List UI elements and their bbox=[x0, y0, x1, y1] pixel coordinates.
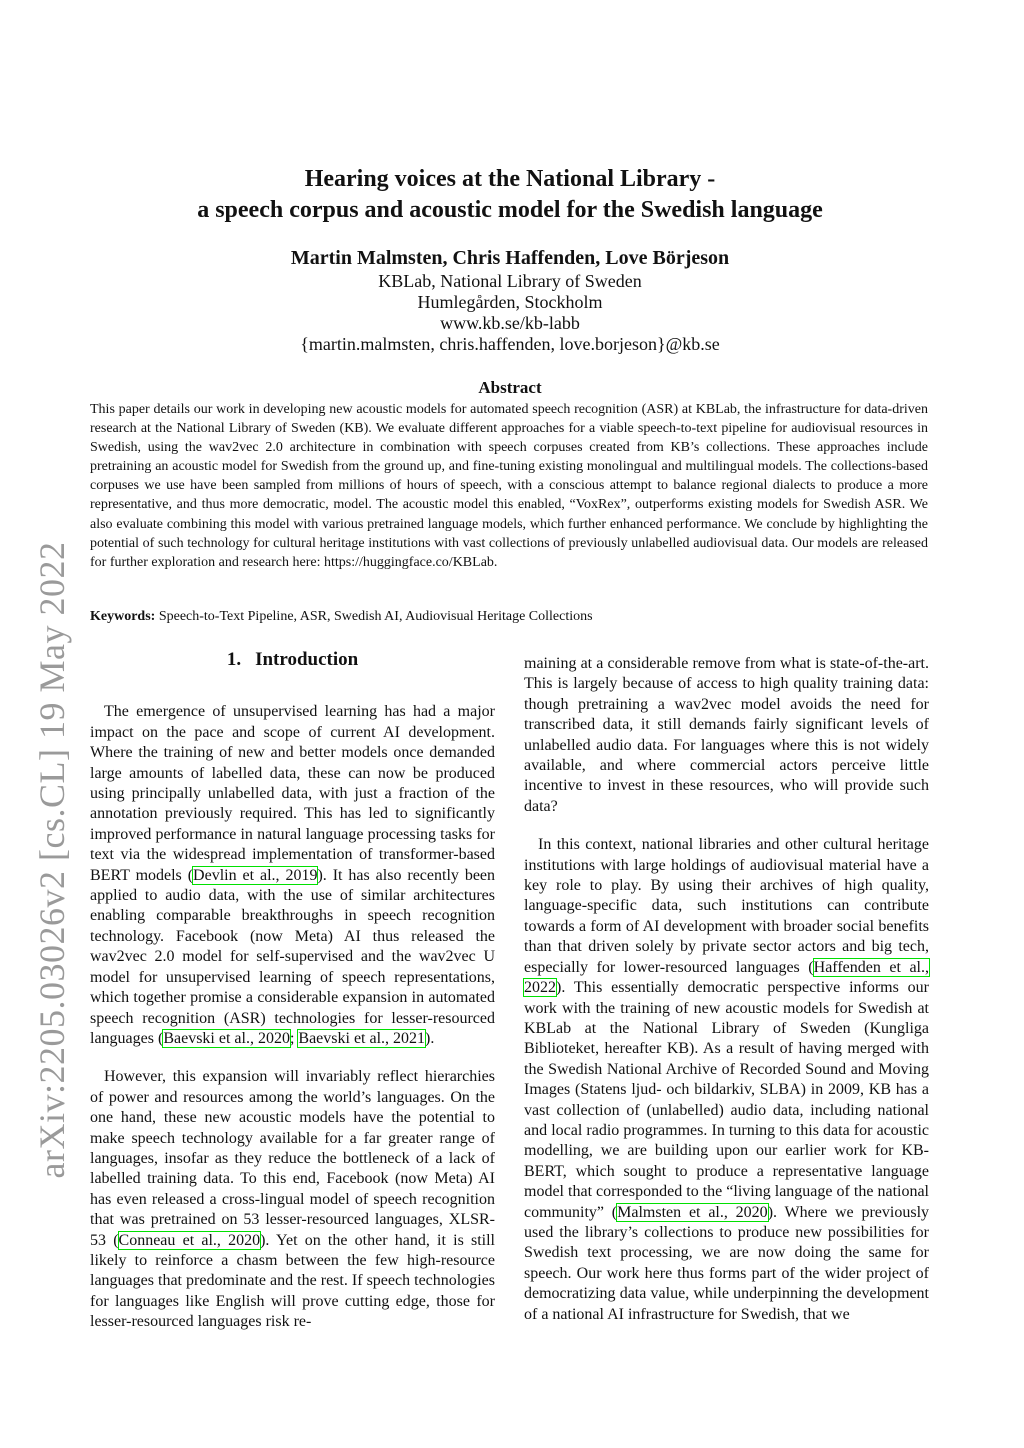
keywords-label: Keywords: bbox=[90, 609, 156, 624]
intro-paragraph-2-continued: maining at a considerable remove from what is state-of-the-art. This is largely because of access to high quality training data: though pretraining a wav2vec model avoids the need for transcribed data, it still demands fairly significant levels of unlabelled audio data. For languages where this is not widely available, and where commercial actors perceive little incentive to invest in these resources, who will provide such data? bbox=[524, 655, 929, 815]
right-column bbox=[524, 654, 929, 1343]
paragraph-text: ). It has also recently been applied to audio data, with the use of similar architectures enabling comparable breakthroughs in speech recognition technology. Facebook (now Meta) AI thus released the wav2vec 2.0 model for self-supervised and the wav2vec U model for unsupervised learning of speech representations, which together promise a considerable expansion in automated speech recognition (ASR) technologies for lesser-resourced languages ( bbox=[90, 866, 496, 1047]
keywords-line bbox=[90, 607, 928, 626]
intro-paragraph-3 bbox=[524, 835, 929, 1325]
author-website: www.kb.se/kb-labb bbox=[440, 313, 580, 333]
section-title: Introduction bbox=[255, 649, 359, 670]
intro-paragraph-1 bbox=[90, 702, 495, 1049]
author-address: Humlegården, Stockholm bbox=[417, 292, 603, 312]
section-heading-introduction bbox=[90, 650, 495, 670]
keywords-text: Speech-to-Text Pipeline, ASR, Swedish AI, Audiovisual Heritage Collections bbox=[158, 609, 593, 624]
left-column bbox=[90, 650, 495, 1351]
section-number: 1. bbox=[226, 649, 242, 670]
citation-link-malmsten[interactable]: Malmsten et al., 2020 bbox=[617, 1203, 768, 1221]
paragraph-text: ). Yet on the other hand, it is still likely to reinforce a chasm between the few high-resource languages that predominate and the rest. If speech technologies for languages like English will prove cutting edge, those for lesser-resourced languages risk re- bbox=[90, 1231, 496, 1331]
paragraph-text: In this context, national libraries and other cultural heritage institutions with large holdings of audiovisual material have a key role to play. By using their archives of high quality, language-specific data, such institutions can contribute towards a form of AI development with broader social benefits than that driven solely by private sector actors and big tech, especially for lower-resourced languages ( bbox=[524, 836, 929, 976]
paper-title bbox=[90, 164, 930, 226]
abstract-heading: Abstract bbox=[478, 378, 542, 397]
citation-link-haffenden[interactable]: Haffenden et al., 2022 bbox=[524, 958, 929, 997]
author-emails: {martin.malmsten, chris.haffenden, love.borjeson}@kb.se bbox=[300, 334, 720, 354]
abstract-text: This paper details our work in developing new acoustic models for automated speech recognition (ASR) at KBLab, the infrastructure for data-driven research at the National Library of Sweden (KB). We evaluate different approaches for a viable speech-to-text pipeline for audiovisual resources in Swedish, using the wav2vec 2.0 architecture in combination with speech corpuses created from KB’s collections. These approaches include pretraining an acoustic model for Swedish from the ground up, and fine-tuning existing monolingual and multilingual models. The collections-based corpuses we use have been sampled from millions of hours of speech, with a conscious attempt to balance regional dialects to produce a more representative, and thus more democratic, model. The acoustic model this enabled, “VoxRex”, outperforms existing models for Swedish ASR. We also evaluate combining this model with various pretrained language models, which further enhanced performance. We conclude by highlighting the potential of such technology for cultural heritage institutions with vast collections of previously unlabelled audiovisual data. Our models are released for further exploration and research here: https://huggingface.co/KBLab. bbox=[90, 402, 928, 570]
citation-separator: ; bbox=[289, 1029, 299, 1047]
author-block bbox=[90, 245, 930, 355]
paragraph-text: ). This essentially democratic perspective informs our work with the training of new acoustic models for Swedish at KBLab at the National Library of Sweden (Kungliga Biblioteket, hereafter KB). As a result of having merged with the Swedish National Archive of Recorded Sound and Moving Images (Statens ljud- och bildarkiv, SLBA) in 2009, KB has a vast collection of (unlabelled) audio data, including national and local radio programmes. In turning to this data for acoustic modelling, we are building upon our earlier work for KB-BERT, which sought to produce a representative language model that corresponded to the “living language of the national community” ( bbox=[524, 979, 929, 1221]
citation-link-baevski-2021[interactable]: Baevski et al., 2021 bbox=[298, 1029, 426, 1047]
citation-link-devlin[interactable]: Devlin et al., 2019 bbox=[193, 866, 318, 884]
author-names: Martin Malmsten, Chris Haffenden, Love Börjeson bbox=[290, 247, 730, 269]
paragraph-text: ). Where we previously used the library’s collections to produce new possibilities for Swedish text processing, we are now doing the same for speech. Our work here thus forms part of the wider project of democratizing data value, while underpinning the development of a national AI infrastructure for Swedish, that we bbox=[524, 1203, 930, 1323]
title-line-1: Hearing voices at the National Library - bbox=[304, 166, 716, 192]
intro-paragraph-2 bbox=[90, 1067, 495, 1332]
title-line-2: a speech corpus and acoustic model for the Swedish language bbox=[197, 197, 823, 223]
arxiv-identifier-text: arXiv:2205.03026v2 [cs.CL] 19 May 2022 bbox=[32, 541, 72, 1179]
citation-link-baevski-2020[interactable]: Baevski et al., 2020 bbox=[163, 1029, 290, 1047]
paragraph-text: ). bbox=[425, 1029, 435, 1047]
author-affiliation: KBLab, National Library of Sweden bbox=[378, 271, 642, 291]
citation-link-conneau[interactable]: Conneau et al., 2020 bbox=[118, 1231, 261, 1249]
paragraph-text: The emergence of unsupervised learning has had a major impact on the pace and scope of current AI development. Where the training of new and better models once demanded large amounts of labelled data, these can now be produced using principally unlabelled data, with just a fraction of the annotation previously required. This has led to significantly improved performance in natural language processing tasks for text via the widespread implementation of transformer-based BERT models ( bbox=[90, 703, 495, 884]
paragraph-text: However, this expansion will invariably reflect hierarchies of power and resources among the world’s languages. On the one hand, these new acoustic models have the potential to make speech technology available for a far greater range of languages, insofar as they reduce the bottleneck of a lack of labelled training data. To this end, Facebook (now Meta) AI has even released a cross-lingual model of speech recognition that was pretrained on 53 lesser-resourced languages, XLSR-53 ( bbox=[90, 1068, 495, 1249]
